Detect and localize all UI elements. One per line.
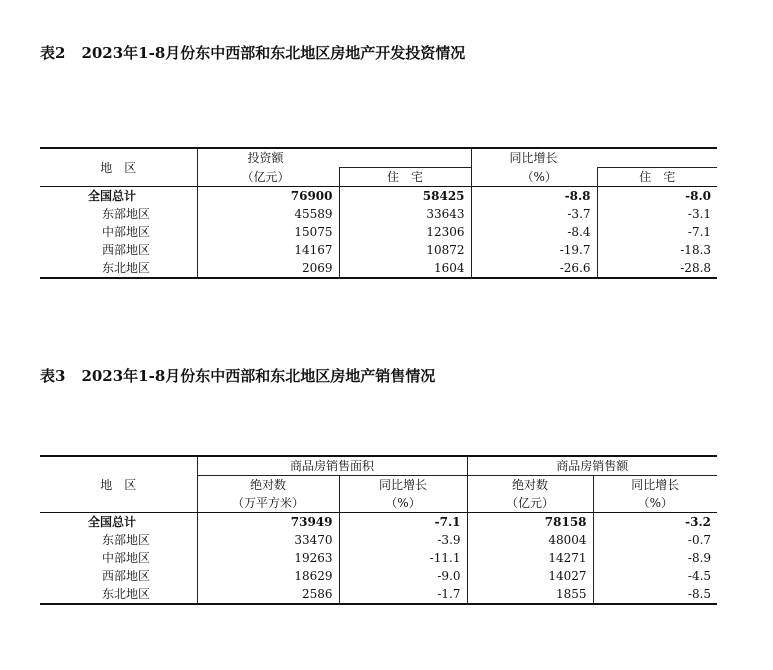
table3-header-area-yoy: 同比增长 <box>339 476 467 495</box>
area-yoy-value: -9.0 <box>339 567 467 585</box>
yoy-residential-value: -18.3 <box>597 241 717 259</box>
yoy-value: -19.7 <box>471 241 597 259</box>
table-row <box>40 513 717 532</box>
table-row <box>40 223 717 241</box>
region-label: 东北地区 <box>102 587 151 601</box>
table-row <box>40 205 717 223</box>
region-label: 西部地区 <box>102 569 151 583</box>
yoy-value: -8.8 <box>471 187 597 206</box>
table2-header-investment-unit: （亿元） <box>197 168 339 187</box>
region-label: 东部地区 <box>102 533 151 547</box>
table-row <box>40 259 717 278</box>
table2 <box>40 147 717 279</box>
region-label: 东北地区 <box>102 261 151 275</box>
area-value: 2586 <box>197 585 339 604</box>
investment-value: 76900 <box>197 187 339 206</box>
area-yoy-value: -1.7 <box>339 585 467 604</box>
table-row <box>40 585 717 604</box>
table-row <box>40 241 717 259</box>
area-value: 19263 <box>197 549 339 567</box>
investment-value: 45589 <box>197 205 339 223</box>
yoy-value: -3.7 <box>471 205 597 223</box>
table3-header-area-abs: 绝对数 <box>197 476 339 495</box>
region-label: 东部地区 <box>102 207 151 221</box>
table2-header-yoy: 同比增长 <box>471 148 717 168</box>
investment-value: 2069 <box>197 259 339 278</box>
residential-value: 12306 <box>339 223 471 241</box>
table3-header-sales-abs: 绝对数 <box>467 476 593 495</box>
sales-yoy-value: -4.5 <box>593 567 717 585</box>
yoy-value: -8.4 <box>471 223 597 241</box>
table3-label: 表3 <box>40 367 66 385</box>
yoy-residential-value: -8.0 <box>597 187 717 206</box>
sales-yoy-value: -3.2 <box>593 513 717 532</box>
sales-value: 48004 <box>467 531 593 549</box>
table3-header-sales-unit: （亿元） <box>467 494 593 513</box>
area-yoy-value: -3.9 <box>339 531 467 549</box>
table2-header-region: 地 区 <box>40 148 197 187</box>
table2-header-investment: 投资额 <box>197 148 471 168</box>
investment-value: 15075 <box>197 223 339 241</box>
area-yoy-value: -11.1 <box>339 549 467 567</box>
table3-title-text: 2023年1-8月份东中西部和东北地区房地产销售情况 <box>81 367 436 385</box>
region-label: 西部地区 <box>102 243 151 257</box>
table2-header-residential: 住 宅 <box>339 168 471 187</box>
table2-header-row-1 <box>40 148 717 168</box>
area-value: 18629 <box>197 567 339 585</box>
table2-label: 表2 <box>40 44 66 62</box>
table-row <box>40 549 717 567</box>
sales-value: 1855 <box>467 585 593 604</box>
region-label: 中部地区 <box>102 225 151 239</box>
table-row <box>40 187 717 206</box>
table3-header-row-1 <box>40 456 717 476</box>
sales-value: 14027 <box>467 567 593 585</box>
table2-header-yoy-unit: （%） <box>471 168 597 187</box>
sales-yoy-value: -0.7 <box>593 531 717 549</box>
table-row <box>40 567 717 585</box>
table3-header-sales-yoy-unit: （%） <box>593 494 717 513</box>
table3-header-area-unit: （万平方米） <box>197 494 339 513</box>
table3-header-region: 地 区 <box>40 456 197 513</box>
area-value: 73949 <box>197 513 339 532</box>
table2-title <box>40 42 465 63</box>
yoy-residential-value: -3.1 <box>597 205 717 223</box>
sales-yoy-value: -8.9 <box>593 549 717 567</box>
residential-value: 33643 <box>339 205 471 223</box>
area-value: 33470 <box>197 531 339 549</box>
table3-header-sales-yoy: 同比增长 <box>593 476 717 495</box>
sales-value: 14271 <box>467 549 593 567</box>
table3-header-area-yoy-unit: （%） <box>339 494 467 513</box>
table2-header-yoy-residential: 住 宅 <box>597 168 717 187</box>
yoy-value: -26.6 <box>471 259 597 278</box>
residential-value: 1604 <box>339 259 471 278</box>
residential-value: 10872 <box>339 241 471 259</box>
sales-yoy-value: -8.5 <box>593 585 717 604</box>
region-label: 全国总计 <box>88 189 137 203</box>
area-yoy-value: -7.1 <box>339 513 467 532</box>
table3-header-sales-group: 商品房销售额 <box>467 456 717 476</box>
region-label: 中部地区 <box>102 551 151 565</box>
table2-title-text: 2023年1-8月份东中西部和东北地区房地产开发投资情况 <box>81 44 466 62</box>
investment-value: 14167 <box>197 241 339 259</box>
yoy-residential-value: -7.1 <box>597 223 717 241</box>
sales-value: 78158 <box>467 513 593 532</box>
yoy-residential-value: -28.8 <box>597 259 717 278</box>
residential-value: 58425 <box>339 187 471 206</box>
table3-header-area-group: 商品房销售面积 <box>197 456 467 476</box>
table3-title <box>40 365 435 386</box>
region-label: 全国总计 <box>88 515 137 529</box>
table3 <box>40 455 717 605</box>
table-row <box>40 531 717 549</box>
